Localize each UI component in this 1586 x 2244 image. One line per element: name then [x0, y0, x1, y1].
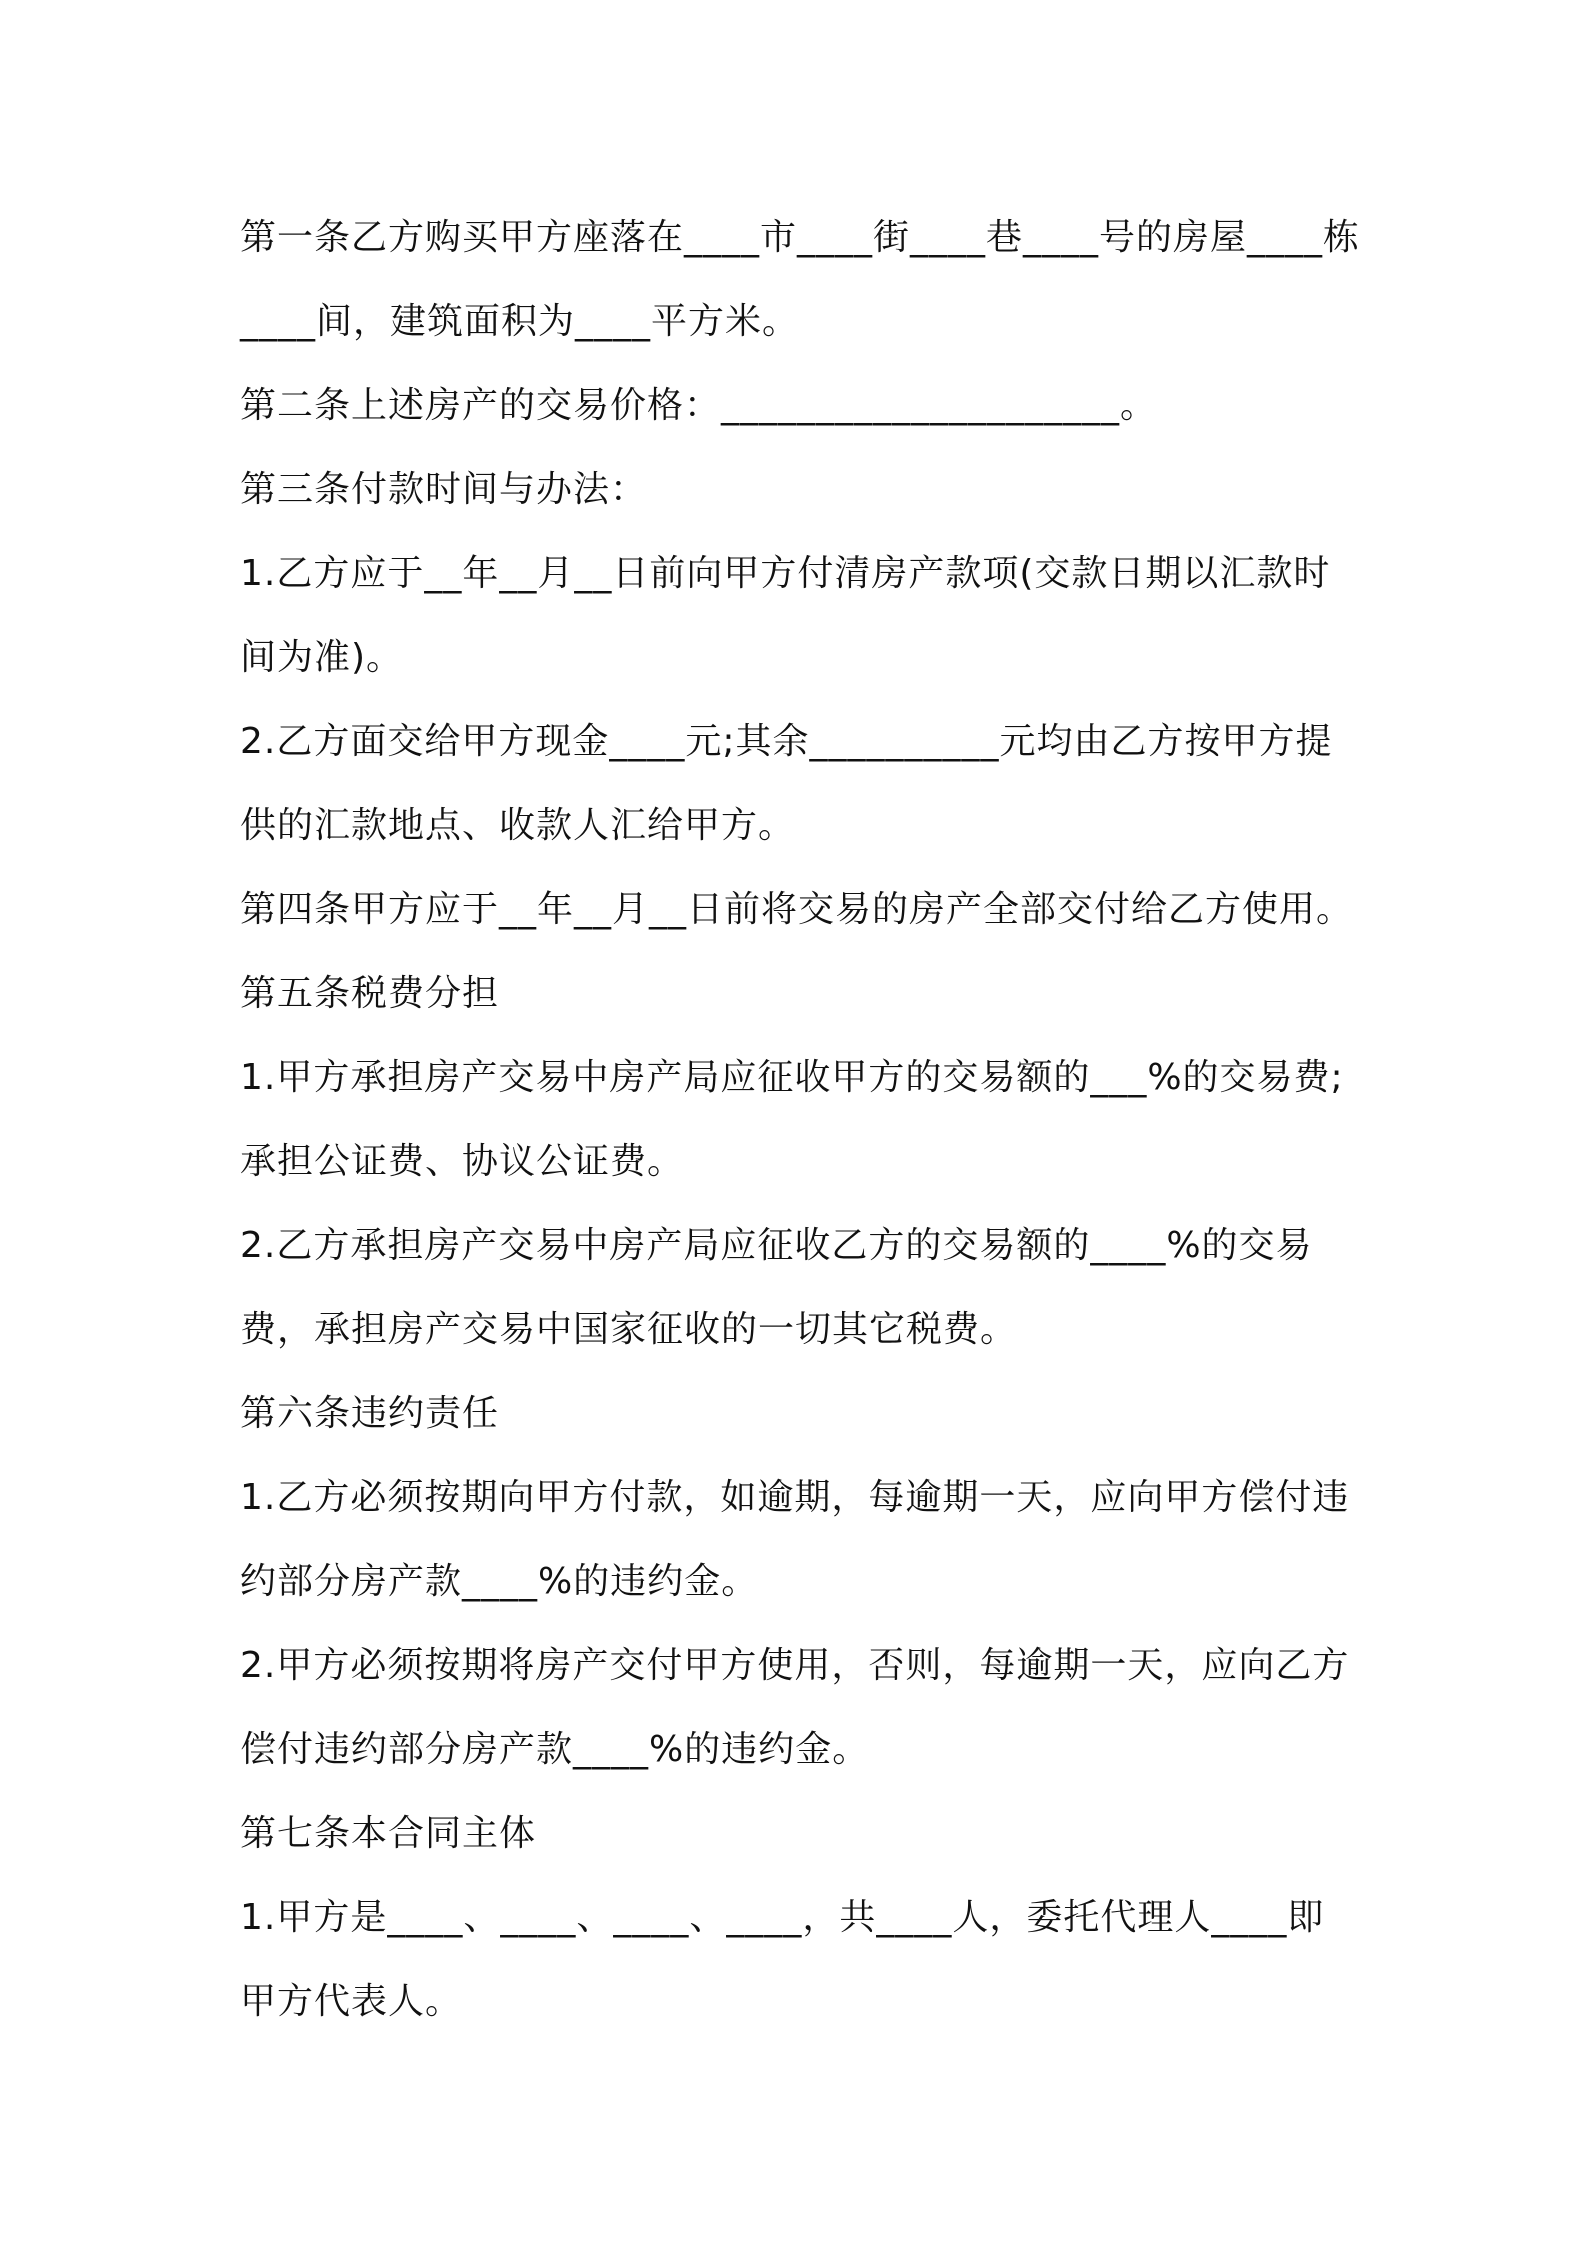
article-6-item-1: 1.乙方必须按期向甲方付款，如逾期，每逾期一天，应向甲方偿付违约部分房产款____%的违约金。 — [240, 1477, 1350, 1602]
article-5-item-2: 2.乙方承担房产交易中房产局应征收乙方的交易额的____%的交易费，承担房产交易中国家征收的一切其它税费。 — [240, 1225, 1313, 1350]
article-1: 第一条乙方购买甲方座落在____市____街____巷____号的房屋____栋____间，建筑面积为____平方米。 — [240, 217, 1361, 342]
article-7-heading: 第七条本合同主体 — [240, 1813, 537, 1854]
article-2: 第二条上述房产的交易价格：_____________________。 — [240, 385, 1158, 426]
article-7-item-1: 1.甲方是____、____、____、____，共____人，委托代理人____即甲方代表人。 — [240, 1897, 1325, 2022]
article-3-item-1: 1.乙方应于__年__月__日前向甲方付清房产款项(交款日期以汇款时间为准)。 — [240, 553, 1331, 678]
article-5-item-1: 1.甲方承担房产交易中房产局应征收甲方的交易额的___%的交易费;承担公证费、协议公证费。 — [240, 1057, 1344, 1182]
document-body — [240, 196, 1360, 2044]
article-6-heading: 第六条违约责任 — [240, 1393, 500, 1434]
article-4: 第四条甲方应于__年__月__日前将交易的房产全部交付给乙方使用。 — [240, 889, 1354, 930]
article-6-item-2: 2.甲方必须按期将房产交付甲方使用，否则，每逾期一天，应向乙方偿付违约部分房产款____%的违约金。 — [240, 1645, 1350, 1770]
article-3-heading: 第三条付款时间与办法： — [240, 469, 648, 510]
article-5-heading: 第五条税费分担 — [240, 973, 500, 1014]
article-3-item-2: 2.乙方面交给甲方现金____元;其余__________元均由乙方按甲方提供的汇款地点、收款人汇给甲方。 — [240, 721, 1333, 846]
